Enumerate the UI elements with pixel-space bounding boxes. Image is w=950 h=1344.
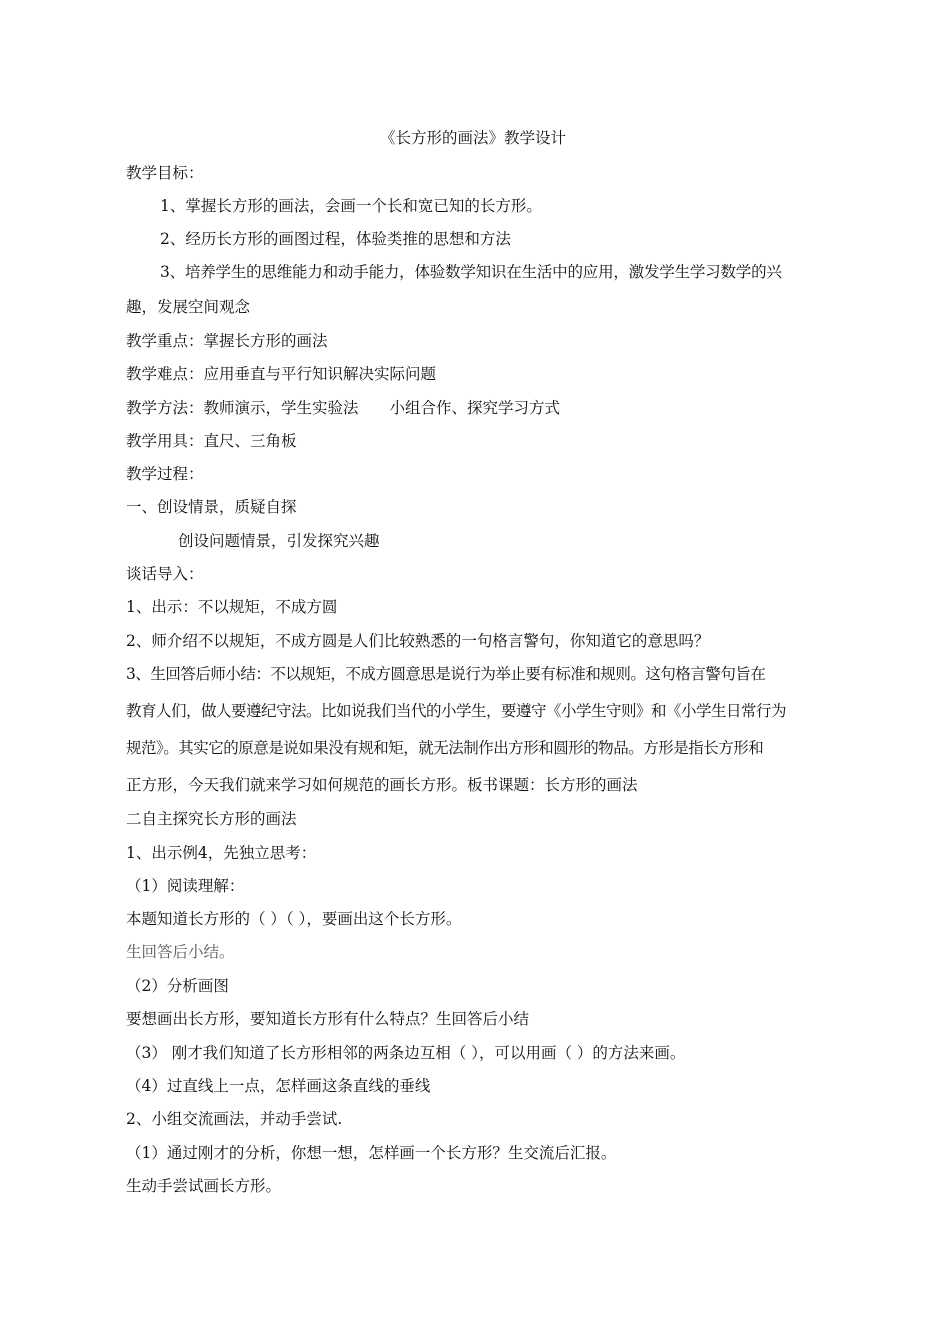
section-heading: 一、创设情景，质疑自探 [126, 498, 297, 516]
text-line: 教学目标： [126, 164, 204, 182]
text-line: （1）阅读理解： [126, 877, 245, 895]
text-line: 3、培养学生的思维能力和动手能力，体验数学知识在生活中的应用，激发学生学习数学的兴 [160, 263, 782, 281]
text-line: 1、出示例4，先独立思考： [126, 844, 317, 862]
text-line: （4）过直线上一点，怎样画这条直线的垂线 [126, 1077, 431, 1095]
text-line: 2、小组交流画法，并动手尝试. [126, 1110, 343, 1128]
text-line: 趣，发展空间观念 [126, 298, 251, 316]
text-line: 教学重点：掌握长方形的画法 [126, 332, 328, 350]
text-line: 教学用具：直尺、三角板 [126, 432, 297, 450]
text-line: 生动手尝试画长方形。 [126, 1177, 282, 1195]
text-line: （3） 刚才我们知道了长方形相邻的两条边互相（ ），可以用画（ ）的方法来画。 [126, 1044, 686, 1062]
text-line: （1）通过刚才的分析，你想一想，怎样画一个长方形？生交流后汇报。 [126, 1144, 617, 1162]
text-line: 规范》。其实它的原意是说如果没有规和矩，就无法制作出方形和圆形的物品。方形是指长方形和 [126, 739, 764, 757]
text-line: 正方形，今天我们就来学习如何规范的画长方形。板书课题：长方形的画法 [126, 776, 638, 794]
text-line: 2、经历长方形的画图过程，体验类推的思想和方法 [160, 230, 511, 248]
text-line: 教学难点：应用垂直与平行知识解决实际问题 [126, 365, 437, 383]
section-heading: 二自主探究长方形的画法 [126, 810, 297, 828]
text-line: 1、掌握长方形的画法，会画一个长和宽已知的长方形。 [160, 197, 542, 215]
text-line: 教学过程： [126, 465, 204, 483]
text-line: （2）分析画图 [126, 977, 229, 995]
text-line: 2、师介绍不以规矩，不成方圆是人们比较熟悉的一句格言警句，你知道它的意思吗？ [126, 632, 710, 650]
text-line: 1、出示：不以规矩，不成方圆 [126, 598, 338, 616]
text-line: 本题知道长方形的（ ）（ ），要画出这个长方形。 [126, 910, 462, 928]
text-line: 3、生回答后师小结：不以规矩，不成方圆意思是说行为举止要有标准和规则。这句格言警句旨在 [126, 665, 766, 683]
document-title: 《长方形的画法》教学设计 [380, 129, 567, 147]
text-line: 教育人们，做人要遵纪守法。比如说我们当代的小学生，要遵守《小学生守则》和《小学生日常行为 [126, 702, 787, 720]
text-line: 谈话导入： [126, 565, 204, 583]
text-line: 要想画出长方形，要知道长方形有什么特点？生回答后小结 [126, 1010, 530, 1028]
text-line: 教学方法：教师演示，学生实验法 小组合作、探究学习方式 [126, 399, 561, 417]
text-line: 生回答后小结。 [126, 943, 235, 961]
text-line: 创设问题情景，引发探究兴趣 [178, 532, 380, 550]
